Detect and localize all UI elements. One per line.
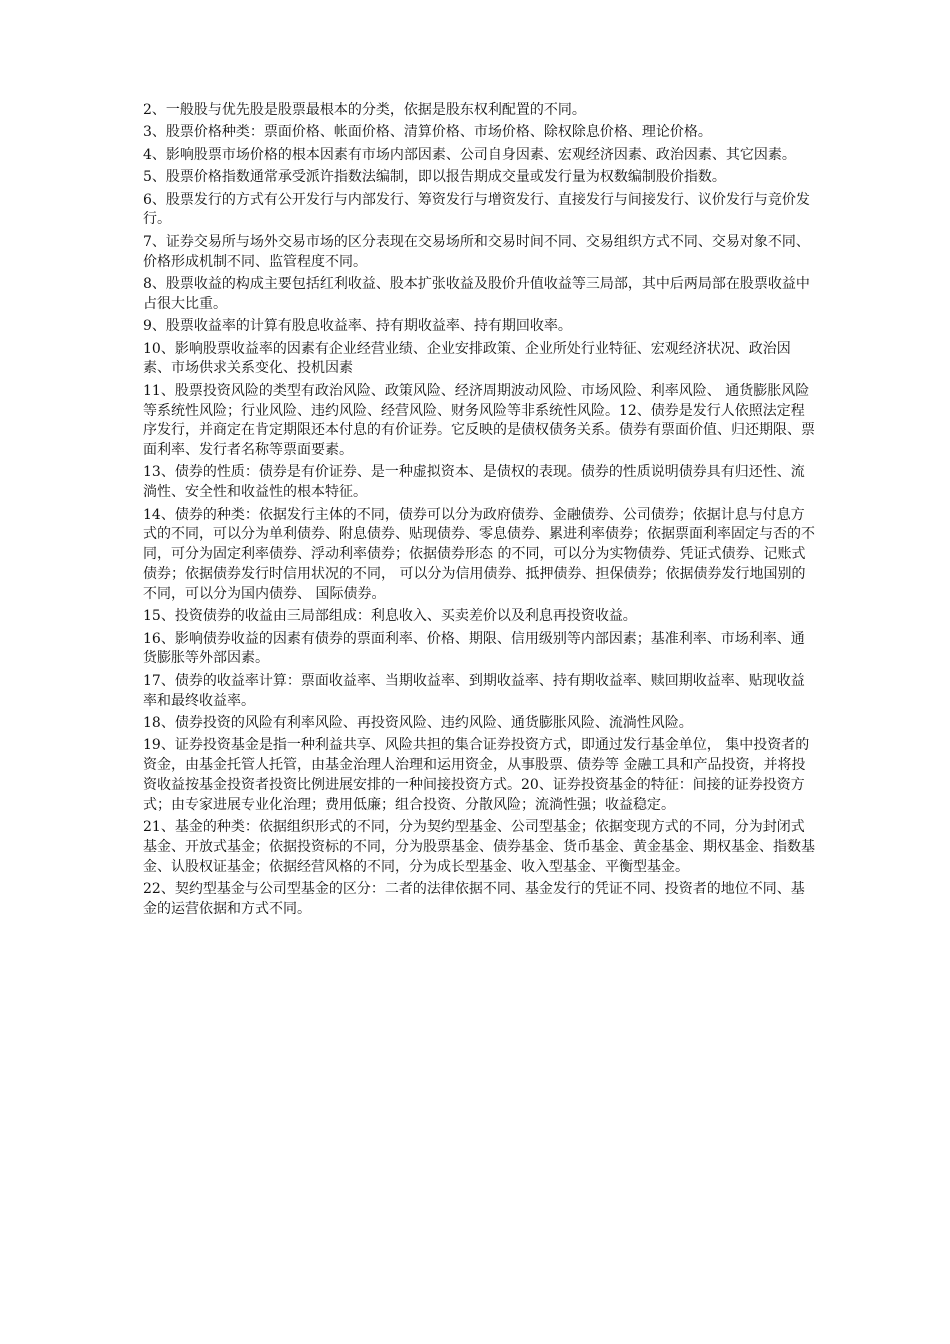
- paragraph-19-20: 19、证券投资基金是指一种利益共享、风险共担的集合证券投资方式，即通过发行基金单位， 集中投资者的资金，由基金托管人托管，由基金治理人治理和运用资金，从事股票、债券等 金融工具和产品投资，并将投资收益按基金投资者投资比例进展安排的一种间接投资方式。20、证券投资基金的特征：间接的证券投资方式；由专家进展专业化治理；费用低廉；组合投资、分散风险；流淌性强；收益稳定。: [143, 737, 810, 813]
- paragraph-10: 10、影响股票收益率的因素有企业经营业绩、企业安排政策、企业所处行业特征、宏观经济状况、政治因素、市场供求关系变化、投机因素: [143, 340, 791, 377]
- paragraph-21: 21、基金的种类：依据组织形式的不同，分为契约型基金、公司型基金；依据变现方式的不同，分为封闭式基金、开放式基金；依据投资标的不同，分为股票基金、债券基金、货币基金、黄金基金、期权基金、指数基金、认股权证基金；依据经营风格的不同，分为成长型基金、收入型基金、平衡型基金。: [143, 819, 815, 875]
- document-body: [143, 101, 815, 922]
- paragraph-9: 9、股票收益率的计算有股息收益率、持有期收益率、持有期回收率。: [143, 318, 572, 335]
- paragraph-13: 13、债券的性质：债券是有价证券、是一种虚拟资本、是债权的表现。债券的性质说明债券具有归还性、流淌性、安全性和收益性的根本特征。: [143, 464, 805, 501]
- paragraph-18: 18、债券投资的风险有利率风险、再投资风险、违约风险、通货膨胀风险、流淌性风险。: [143, 715, 693, 732]
- paragraph-3: 3、股票价格种类：票面价格、帐面价格、清算价格、市场价格、除权除息价格、理论价格。: [143, 124, 712, 141]
- paragraph-14: 14、债券的种类：依据发行主体的不同，债券可以分为政府债券、金融债券、公司债券；依据计息与付息方式的不同，可以分为单利债券、附息债券、贴现债券、零息债券、累进利率债券；依据票面利率固定与否的不同，可分为固定利率债券、浮动利率债券；依据债券形态 的不同，可以分为实物债券、凭证式债券、记账式债券；依据债券发行时信用状况的不同， 可以分为信用债券、抵押债券、担保债券；依据债券发行地国别的不同，可以分为国内债券、 国际债券。: [143, 506, 815, 602]
- paragraph-17: 17、债券的收益率计算：票面收益率、当期收益率、到期收益率、持有期收益率、赎回期收益率、贴现收益率和最终收益率。: [143, 672, 805, 709]
- paragraph-11-12: 11、股票投资风险的类型有政治风险、政策风险、经济周期波动风险、市场风险、利率风险、 通货膨胀风险等系统性风险；行业风险、违约风险、经营风险、财务风险等非系统性风险。12、债券是发行人依照法定程序发行，并商定在肯定期限还本付息的有价证券。它反映的是债权债务关系。债券有票面价值、归还期限、票面利率、发行者名称等票面要素。: [143, 382, 815, 459]
- paragraph-7: 7、证券交易所与场外交易市场的区分表现在交易场所和交易时间不同、交易组织方式不同、交易对象不同、价格形成机制不同、监管程度不同。: [143, 233, 810, 270]
- paragraph-8: 8、股票收益的构成主要包括红利收益、股本扩张收益及股价升值收益等三局部，其中后两局部在股票收益中占很大比重。: [143, 275, 810, 312]
- paragraph-2: 2、一般股与优先股是股票最根本的分类，依据是股东权利配置的不同。: [143, 102, 586, 118]
- paragraph-4: 4、影响股票市场价格的根本因素有市场内部因素、公司自身因素、宏观经济因素、政治因素、其它因素。: [143, 146, 796, 163]
- paragraph-15: 15、投资债券的收益由三局部组成：利息收入、买卖差价以及利息再投资收益。: [143, 608, 637, 625]
- paragraph-16: 16、影响债券收益的因素有债券的票面利率、价格、期限、信用级别等内部因素；基准利率、市场利率、通货膨胀等外部因素。: [143, 630, 805, 667]
- paragraph-6: 6、股票发行的方式有公开发行与内部发行、筹资发行与增资发行、直接发行与间接发行、议价发行与竞价发行。: [143, 191, 810, 228]
- paragraph-5: 5、股票价格指数通常承受派许指数法编制，即以报告期成交量或发行量为权数编制股价指数。: [143, 169, 726, 186]
- paragraph-22: 22、契约型基金与公司型基金的区分：二者的法律依据不同、基金发行的凭证不同、投资者的地位不同、基金的运营依据和方式不同。: [143, 881, 805, 917]
